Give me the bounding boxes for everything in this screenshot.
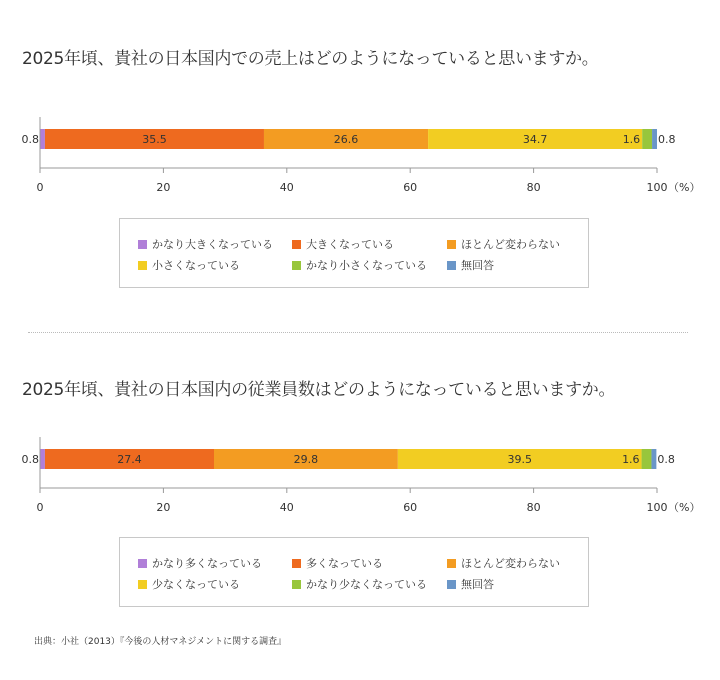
x-tick-label-40: 40	[279, 181, 294, 194]
bar-segment-5	[642, 449, 652, 469]
legend-label: ほとんど変わらない	[461, 238, 560, 251]
legend-item-6	[447, 576, 494, 592]
data-label-4: 34.7	[522, 133, 548, 146]
legend-label: かなり大きくなっている	[152, 238, 273, 251]
data-label-1: 0.8	[21, 133, 39, 146]
legend-swatch	[447, 261, 456, 270]
x-tick-label-60: 60	[403, 501, 418, 514]
chart-2-plot	[0, 420, 720, 520]
x-axis-unit-label: （%）	[668, 181, 701, 194]
chart-1-title: 2025年頃、貴社の日本国内での売上はどのようになっていると思いますか。	[22, 49, 599, 69]
x-tick-label-20: 20	[156, 181, 171, 194]
data-label-3: 26.6	[333, 133, 359, 146]
data-label-5: 1.6	[622, 453, 640, 466]
legend-swatch	[292, 559, 301, 568]
legend-item-3	[447, 236, 560, 252]
legend-item-6	[447, 257, 494, 273]
legend-item-4	[138, 576, 240, 592]
legend-item-3	[447, 555, 560, 571]
legend-label: 無回答	[461, 259, 494, 272]
data-label-5: 1.6	[622, 133, 641, 146]
legend-label: かなり小さくなっている	[306, 259, 427, 272]
bar-segment-1	[40, 129, 45, 149]
x-axis-unit-label: （%）	[668, 501, 701, 514]
x-tick-label-80: 80	[526, 501, 541, 514]
legend-item-5	[292, 576, 427, 592]
legend-item-5	[292, 257, 427, 273]
legend-swatch	[447, 580, 456, 589]
x-tick-label-0: 0	[36, 501, 44, 514]
x-tick-label-80: 80	[526, 181, 541, 194]
legend-label: かなり多くなっている	[152, 557, 262, 570]
data-label-2: 35.5	[142, 133, 167, 146]
legend-label: ほとんど変わらない	[461, 557, 560, 570]
legend-label: 少なくなっている	[152, 578, 240, 591]
chart-2-legend	[119, 537, 589, 607]
legend-swatch	[447, 559, 456, 568]
legend-swatch	[138, 559, 147, 568]
legend-label: 多くなっている	[306, 557, 383, 570]
bar-segment-5	[642, 129, 652, 149]
bar-segment-1	[40, 449, 45, 469]
bar-segment-6	[651, 449, 656, 469]
x-tick-label-20: 20	[156, 501, 171, 514]
data-label-3: 29.8	[293, 453, 319, 466]
x-tick-label-100: 100	[646, 501, 668, 514]
legend-swatch	[292, 240, 301, 249]
chart-1-legend	[119, 218, 589, 288]
data-label-2: 27.4	[117, 453, 142, 466]
x-tick-label-60: 60	[403, 181, 418, 194]
legend-swatch	[138, 580, 147, 589]
data-label-6: 0.8	[658, 133, 676, 146]
legend-label: かなり少なくなっている	[306, 578, 427, 591]
legend-swatch	[447, 240, 456, 249]
chart-2-title: 2025年頃、貴社の日本国内の従業員数はどのようになっていると思いますか。	[22, 380, 616, 400]
legend-label: 大きくなっている	[306, 238, 394, 251]
legend-item-2	[292, 555, 383, 571]
x-tick-label-40: 40	[279, 501, 294, 514]
legend-item-2	[292, 236, 394, 252]
legend-swatch	[138, 261, 147, 270]
legend-swatch	[292, 580, 301, 589]
legend-item-1	[138, 236, 273, 252]
section-divider	[28, 332, 688, 333]
legend-item-1	[138, 555, 262, 571]
data-label-1: 0.8	[21, 453, 39, 466]
legend-label: 無回答	[461, 578, 494, 591]
x-tick-label-0: 0	[36, 181, 44, 194]
bar-segment-6	[652, 129, 657, 149]
source-note: 出典：小社（2013）『今後の人材マネジメントに関する調査』	[34, 637, 287, 647]
legend-swatch	[292, 261, 301, 270]
data-label-4: 39.5	[507, 453, 532, 466]
legend-item-4	[138, 257, 240, 273]
legend-swatch	[138, 240, 147, 249]
x-tick-label-100: 100	[646, 181, 668, 194]
legend-label: 小さくなっている	[152, 259, 240, 272]
data-label-6: 0.8	[657, 453, 675, 466]
chart-1-plot	[0, 100, 720, 200]
